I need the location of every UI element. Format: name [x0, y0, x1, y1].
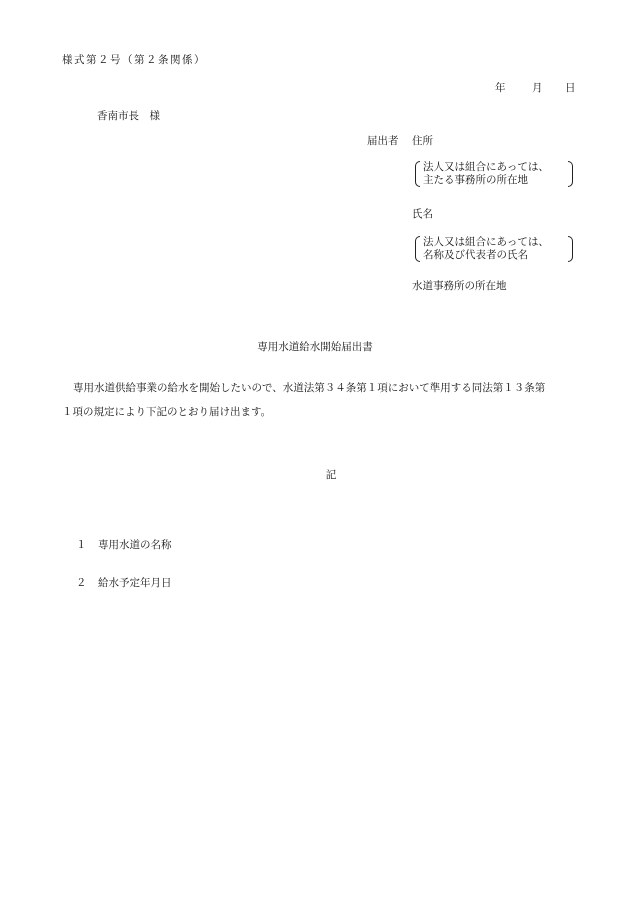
name-label: 氏名: [412, 208, 433, 220]
item-1-number: １: [76, 539, 87, 551]
date-month-label: 月: [532, 82, 543, 94]
name-note: [415, 236, 573, 262]
date-day-label: 日: [565, 82, 576, 94]
name-note-line1: 法人又は組合にあっては、: [423, 236, 549, 248]
item-2-label: 給水予定年月日: [98, 577, 172, 589]
item-1-label: 専用水道の名称: [98, 539, 172, 551]
address-note-line1: 法人又は組合にあっては、: [423, 161, 549, 173]
office-location-label: 水道事務所の所在地: [412, 280, 507, 292]
address-label: 住所: [412, 135, 433, 147]
ki-heading: 記: [325, 469, 337, 481]
date-year-label: 年: [495, 82, 506, 94]
address-note: [415, 161, 573, 187]
body-line-1: 専用水道供給事業の給水を開始したいので、水道法第３４条第１項において準用する同法第１３条第: [73, 382, 546, 394]
close-bracket: [568, 161, 573, 187]
body-line-2: １項の規定により下記のとおり届け出ます。: [62, 406, 272, 418]
name-note-line2: 名称及び代表者の氏名: [423, 249, 528, 261]
body-paragraph: [62, 376, 582, 424]
form-number: 様式第２号（第２条関係）: [62, 54, 206, 66]
document-title: 専用水道給水開始届出書: [257, 341, 373, 353]
addressee: 香南市長 様: [97, 110, 160, 122]
open-bracket: [415, 236, 420, 262]
close-bracket: [568, 236, 573, 262]
address-note-line2: 主たる事務所の所在地: [423, 174, 528, 186]
notifier-label: 届出者: [367, 135, 399, 147]
open-bracket: [415, 161, 420, 187]
item-2-number: ２: [76, 577, 87, 589]
